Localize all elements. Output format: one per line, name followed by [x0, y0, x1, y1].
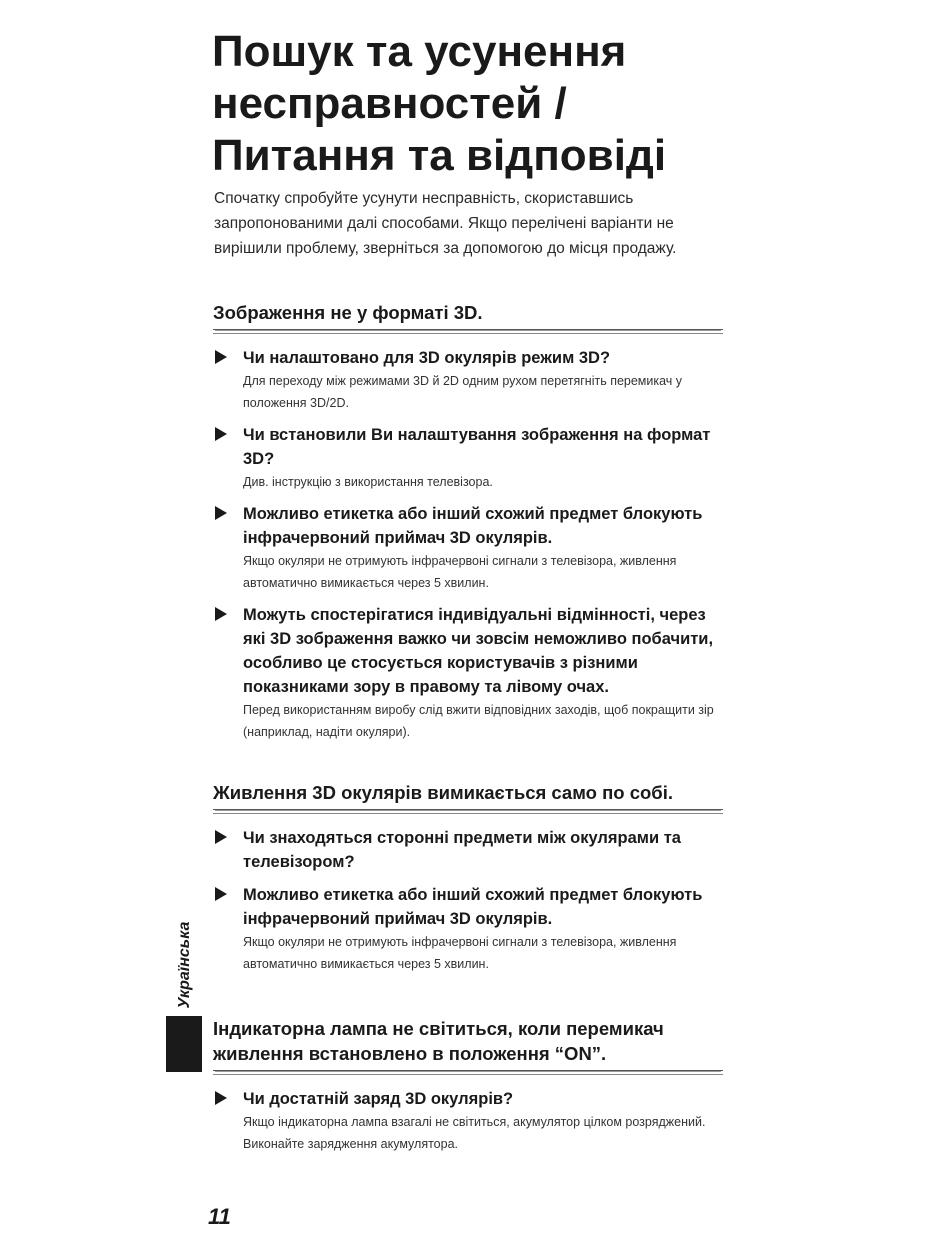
- faq-item: [213, 883, 723, 975]
- faq-answer: Якщо окуляри не отримують інфрачервоні сигнали з телевізора, живлення автоматично вимикається через 5 хвилин.: [243, 554, 677, 590]
- page-number: 11: [208, 1204, 231, 1229]
- faq-answer: Якщо окуляри не отримують інфрачервоні сигнали з телевізора, живлення автоматично вимикається через 5 хвилин.: [243, 935, 677, 971]
- section-heading: Живлення 3D окулярів вимикається само по собі.: [213, 780, 723, 810]
- faq-question: Можливо етикетка або інший схожий предмет блокують інфрачервоний приймач 3D окулярів.: [243, 505, 703, 547]
- faq-item: [213, 423, 723, 493]
- faq-question: Чи встановили Ви налаштування зображення на формат 3D?: [243, 426, 711, 468]
- faq-question: Чи знаходяться сторонні предмети між окулярами та телевізором?: [243, 829, 681, 871]
- faq-item: [213, 603, 723, 743]
- faq-answer: Перед використанням виробу слід вжити відповідних заходів, щоб покращити зір (наприклад, надіти окуляри).: [243, 703, 714, 739]
- language-tab-marker: [166, 1016, 202, 1072]
- triangle-bullet-icon: [215, 350, 227, 364]
- faq-answer: Для переходу між режимами 3D й 2D одним рухом перетягніть перемикач у положення 3D/2D.: [243, 374, 683, 410]
- section-rule: [213, 330, 723, 334]
- faq-item: [213, 502, 723, 594]
- triangle-bullet-icon: [215, 607, 227, 621]
- section-rule: [213, 810, 723, 814]
- faq-answer: Див. інструкцію з використання телевізора.: [243, 475, 493, 489]
- intro-paragraph: Спочатку спробуйте усунути несправність, скориставшись запропонованими далі способами. Якщо перелічені варіанти не вирішили проблему, зверніться за допомогою до місця продажу.: [214, 190, 677, 257]
- faq-item: [213, 346, 723, 414]
- faq-question: Можливо етикетка або інший схожий предмет блокують інфрачервоний приймач 3D окулярів.: [243, 886, 703, 928]
- faq-question: Можуть спостерігатися індивідуальні відмінності, через які 3D зображення важко чи зовсім неможливо побачити, особливо це стосується користувачів з різними показниками зору в правому та лівому очах.: [243, 606, 714, 696]
- faq-answer: Якщо індикаторна лампа взагалі не світиться, акумулятор цілком розряджений. Виконайте зарядження акумулятора.: [243, 1115, 706, 1151]
- faq-question: Чи достатній заряд 3D окулярів?: [243, 1090, 514, 1108]
- faq-item: [213, 826, 723, 874]
- page-title: Пошук та усунення несправностей / Питання та відповіді: [212, 27, 667, 180]
- triangle-bullet-icon: [215, 1091, 227, 1105]
- faq-question: Чи налаштовано для 3D окулярів режим 3D?: [243, 349, 611, 367]
- section-rule: [213, 1071, 723, 1075]
- triangle-bullet-icon: [215, 427, 227, 441]
- triangle-bullet-icon: [215, 506, 227, 520]
- faq-item: [213, 1087, 723, 1155]
- section-indicator-lamp: [213, 1016, 723, 1164]
- language-tab-label: [168, 905, 202, 1025]
- section-heading: Зображення не у форматі 3D.: [213, 300, 723, 330]
- language-label-text: Українська: [176, 921, 193, 1009]
- section-not-3d: [213, 300, 723, 752]
- triangle-bullet-icon: [215, 887, 227, 901]
- section-power-off: [213, 780, 723, 984]
- section-heading: Індикаторна лампа не світиться, коли перемикач живлення встановлено в положення “ON”.: [213, 1016, 723, 1071]
- triangle-bullet-icon: [215, 830, 227, 844]
